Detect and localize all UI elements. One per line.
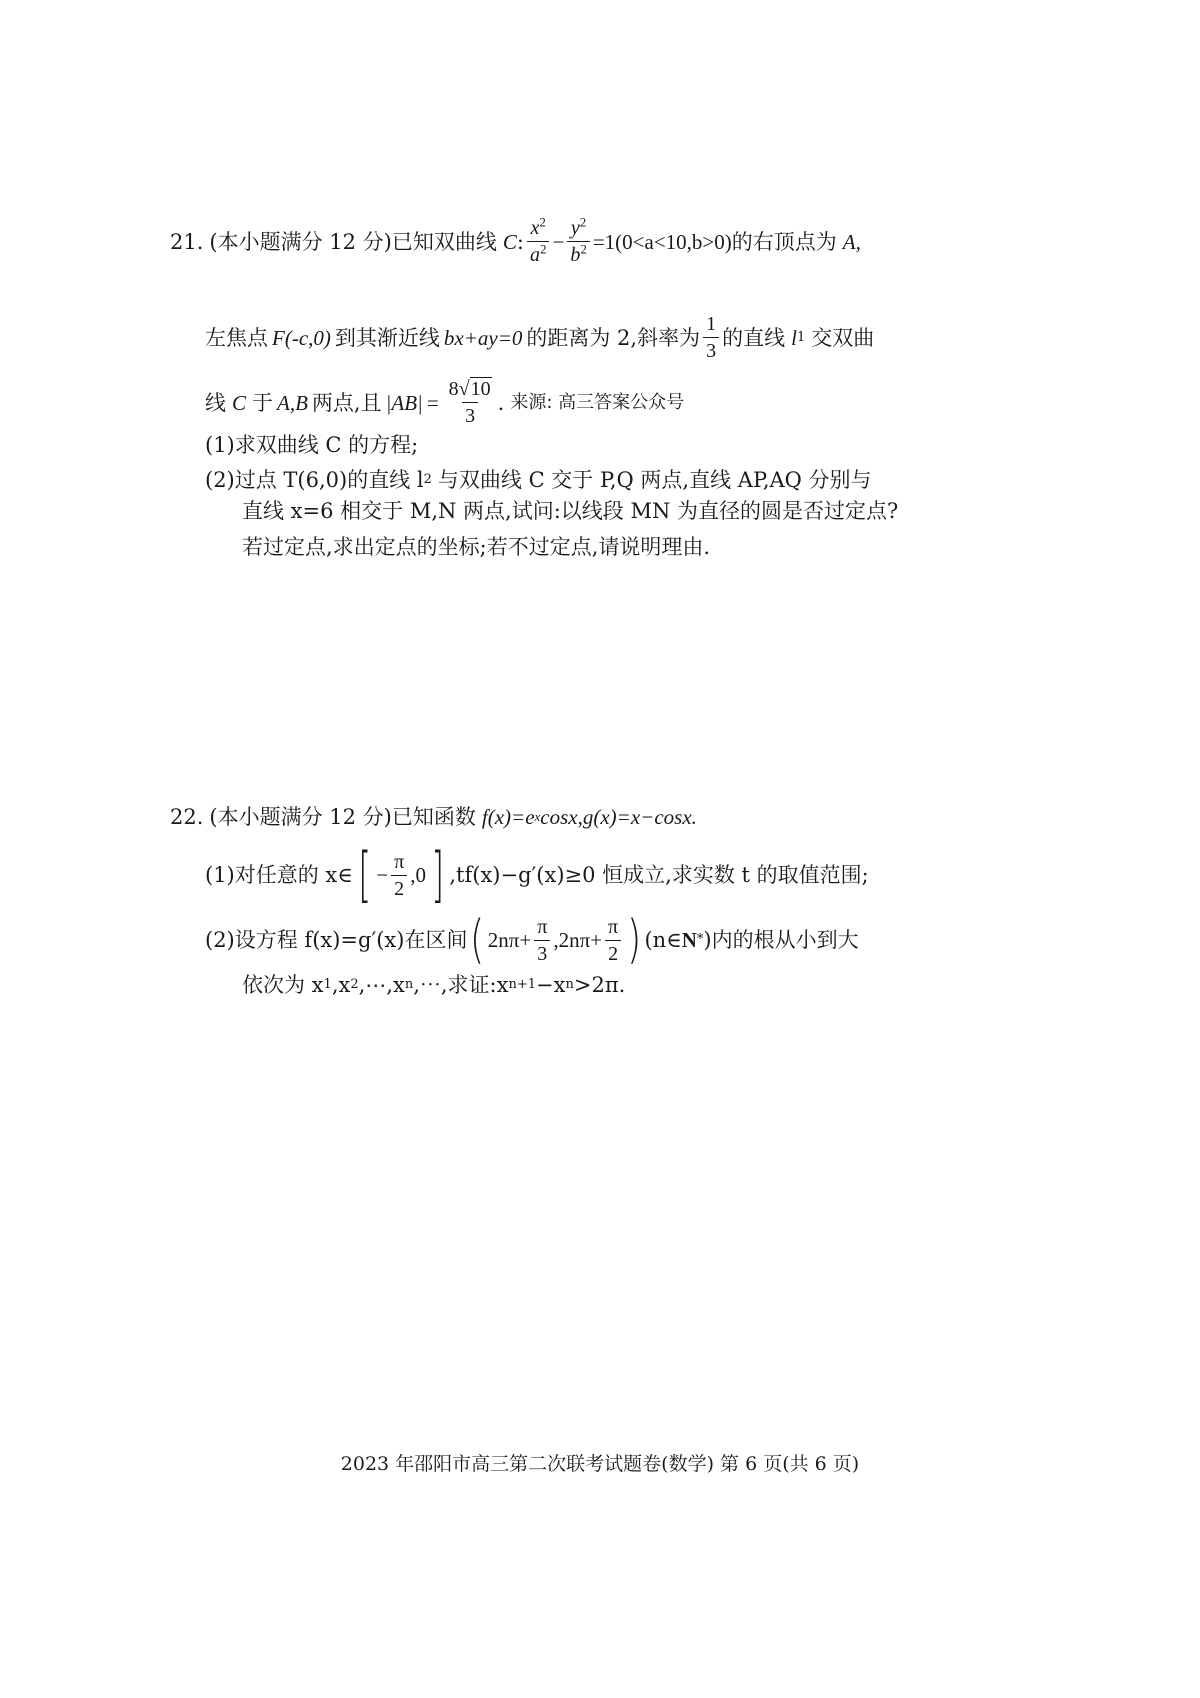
q22-p2-a: (2)设方程 f(x)=g′(x)在区间: [205, 928, 468, 952]
page-footer: 2023 年邵阳市高三第二次联考试题卷(数学) 第 6 页(共 6 页): [340, 1453, 860, 1475]
seq-a: 依次为 x: [242, 973, 324, 997]
q21-p2-a: (2)过点 T(6,0)的直线 l: [205, 468, 424, 492]
pi-over-3: $\frac{\pi}{3}$: [534, 914, 550, 967]
seq-c: ,⋯,x: [358, 973, 405, 997]
pi-over-2b: $\frac{\pi}{2}$: [605, 914, 621, 967]
line-l1: l: [791, 325, 797, 350]
q21-line-1: 21. (本小题满分 12 分)已知双曲线 C : $\frac{x^2}{a^2}$ − $\frac{y^2}{b^2}$ =1(0<a<10,b>0)的右顶点为 A,: [170, 214, 861, 266]
q21-line-2: 左焦点 F(-c,0) 到其渐近线 bx+ay=0 的距离为 2,斜率为 $\frac{1}{3}$ 的直线 l 1 交双曲: [205, 313, 875, 362]
points-ab: A,B: [277, 390, 308, 415]
curve-c: C: [502, 229, 517, 254]
period: .: [497, 390, 505, 415]
q21-text-focus: 左焦点: [205, 325, 268, 350]
q22-p2-c: )内的根从小到大: [703, 928, 859, 952]
interval-zero: ,0: [410, 863, 426, 887]
q22-p1-a: (1)对任意的 x∈: [205, 863, 353, 887]
f-definition: f(x)=e: [481, 805, 535, 829]
equals: =: [426, 390, 439, 415]
g-definition: cosx,g(x)=x−cosx.: [540, 805, 697, 829]
q22-part-2-line-2: 依次为 x 1 ,x 2 ,⋯,x n ,⋯,求证:x n+1 −x n >2π.: [242, 970, 625, 1000]
q21-part-1: (1)求双曲线 C 的方程;: [205, 433, 419, 457]
q22-line-1: 22. (本小题满分 12 分)已知函数 f(x)=e x cosx,g(x)=x−cosx.: [170, 802, 697, 832]
q22-part-1: (1)对任意的 x∈ [ − $\frac{\pi}{2}$ ,0 ] ,tf(x)−g′(x)≥0 恒成立,求实数 t 的取值范围;: [205, 840, 869, 910]
q21-text-asym: 到其渐近线: [334, 325, 440, 350]
source-note: 来源: 高三答案公众号: [510, 391, 685, 413]
q22-part-2: (2)设方程 f(x)=g′(x)在区间 ( 2nπ+ $\frac{\pi}{3}$ ,2nπ+ $\frac{\pi}{2}$ ) (n∈ N * )内的根从小到大: [205, 910, 859, 970]
q21-part-2-line-2: 直线 x=6 相交于 M,N 两点,试问:以线段 MN 为直径的圆是否过定点?: [242, 499, 899, 523]
pi-over-2: $\frac{\pi}{2}$: [391, 849, 407, 902]
vertex-a: A,: [842, 229, 861, 254]
interval-left: 2nπ+: [487, 928, 532, 952]
colon: :: [516, 229, 524, 254]
focus-f: F(-c,0): [272, 325, 331, 350]
q22-header: (本小题满分 12 分)已知函数: [209, 805, 476, 829]
q21-number: 21.: [170, 229, 204, 254]
x2-over-a2: $\frac{x^2}{a^2}$: [527, 215, 550, 268]
q21-text-line3c: 两点,且: [311, 390, 382, 415]
q21-text-line3b: 于: [252, 390, 274, 415]
seq-b: ,x: [331, 973, 351, 997]
q22-number: 22.: [170, 805, 204, 829]
seq-e: −x: [536, 973, 566, 997]
q21-condition: =1(0<a<10,b>0)的右顶点为: [592, 229, 837, 254]
seq-d: ,⋯,求证:x: [413, 973, 509, 997]
q21-part-2-line-3: 若过定点,求出定点的坐标;若不过定点,请说明理由.: [242, 535, 711, 559]
q22-p1-b: ,tf(x)−g′(x)≥0 恒成立,求实数 t 的取值范围;: [449, 863, 869, 887]
y2-over-b2: $\frac{y^2}{b^2}$: [567, 215, 590, 268]
seq-f: >2π.: [573, 973, 626, 997]
q21-line-3: [205, 376, 684, 429]
ab-fraction: $\frac{8√10}{3}$: [448, 378, 491, 427]
asymptote-eq: bx+ay=0: [443, 325, 523, 350]
slope-fraction: $\frac{1}{3}$: [703, 311, 719, 364]
q21-text-line3a: 线: [205, 390, 226, 415]
q21-p2-b: 与双曲线 C 交于 P,Q 两点,直线 AP,AQ 分别与: [437, 468, 872, 492]
q21-text-intersect: 交双曲: [811, 325, 875, 350]
q21-header: (本小题满分 12 分)已知双曲线: [209, 229, 497, 254]
q22-p2-b: (n∈: [644, 928, 682, 952]
interval-right: ,2nπ+: [553, 928, 603, 952]
q21-part-2: (2)过点 T(6,0)的直线 l 2 与双曲线 C 交于 P,Q 两点,直线 AP,AQ 分别与: [205, 465, 872, 495]
ab-length: |AB|: [385, 390, 423, 415]
q21-text-line: 的直线: [722, 325, 786, 350]
curve-c-ref: C: [232, 390, 247, 415]
q21-text-slope: 的距离为 2,斜率为: [526, 325, 701, 350]
natural-numbers: N: [681, 928, 697, 952]
